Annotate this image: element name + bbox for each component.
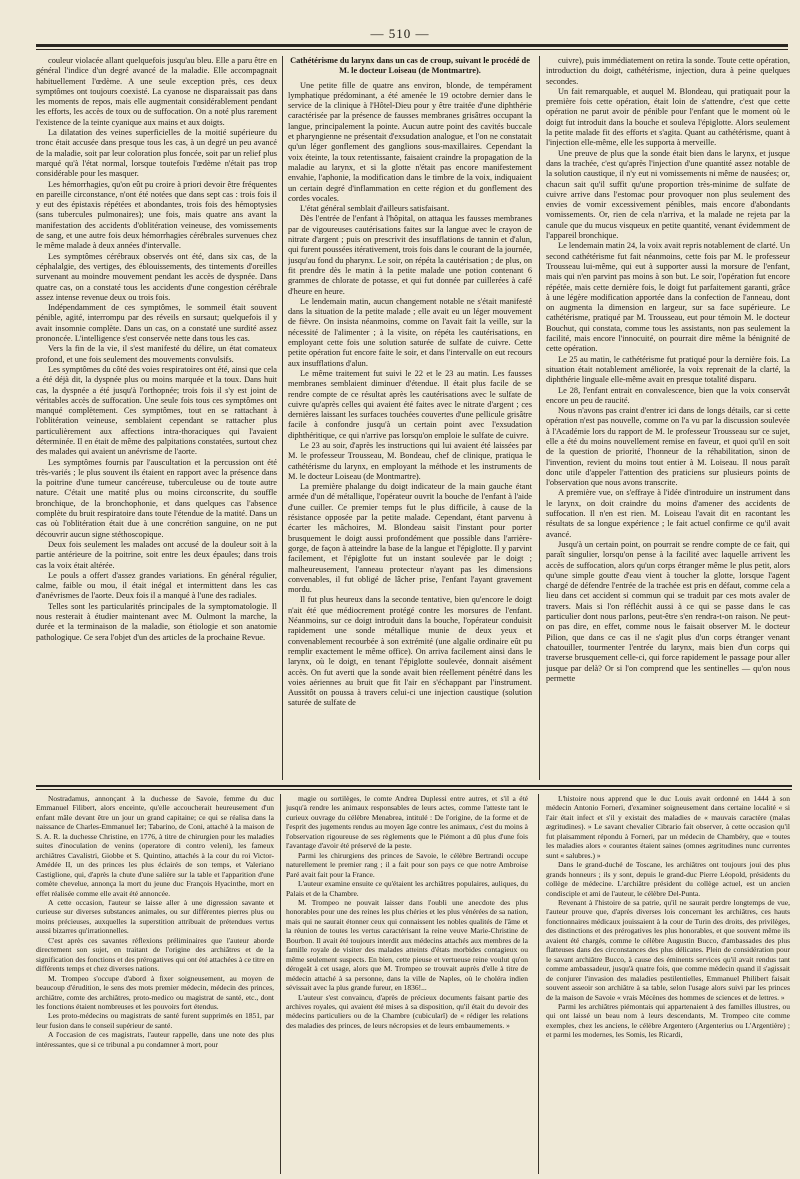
paragraph: Les hémorrhagies, qu'on eût pu croire à priori devoir être fréquentes en pareille circonstance, n'ont été notées que dans sept cas : trois fois il y eut des épistaxis répétées et abondantes, trois fois des hémoptysies (sans tubercules pulmonaires); une fois, mais quatre ans avant la manifestation des accidents d'oblitération veineuse, des vomissements de sang, et une autre fois deux hémorrhagies cérébrales survenues chez le même malade à deux années d'intervalle. bbox=[36, 179, 277, 251]
paragraph: A cette occasion, l'auteur se laisse aller à une digression savante et curieuse sur diverses substances animales, ou sur différentes pierres plus ou moins précieuses, auxquelles la superstition attribuait de prétendues vertus aussi bizarres qu'irrationnelles. bbox=[36, 897, 274, 936]
paragraph: La dilatation des veines superficielles de la moitié supérieure du tronc était accusée dans presque tous les cas, à un degré un peu avancé de la maladie, soit par leur coloration plus foncée, soit par un relief plus marqué qu'à l'état normal, lorsque toutefois l'œdème n'était pas trop considérable pour les masquer. bbox=[36, 128, 277, 179]
paragraph: Le 25 au matin, le cathétérisme fut pratiqué pour la dernière fois. La situation était notablement améliorée, la voix reprenait de la clarté, la diphthérie linguale elle-même avait en presque totalité disparu. bbox=[546, 354, 790, 385]
paragraph: Le lendemain matin 24, la voix avait repris notablement de clarté. Un second cathétérisme fut fait néanmoins, cette fois par M. le professeur Trousseau lui-même, qui eut à supporter aussi la morsure de l'enfant, mais qui n'en parvint pas moins à son but. Le soir, l'opération fut encore répétée, mais cette dernière fois, le doigt fut parfaitement garanti, grâce à une légère modification apportée dans la confection de l'anneau, dont on augmenta la dimension en largeur, sur sa face supérieure. Le cathétérisme, pratiqué par M. Trousseau, eut pour témoin M. le docteur Bouchut, qui constata, comme tous les assistants, non pas seulement la facilité, mais encore l'innocuité, on pourrait dire même la bénignité de cette opération. bbox=[546, 241, 790, 354]
paragraph: couleur violacée allant quelquefois jusqu'au bleu. Elle a paru être en général l'indice d'un degré avancé de la maladie. Elle accompagnait habituellement l'œdème. A une seule exception près, ces deux symptômes ont toujours coexisté. La cyanose ne disparaissait pas dans les moments de repos, mais elle augmentait considérablement pendant les efforts, les accès de toux ou de suffocation. On a noté plus rarement l'existence de la teinte cyanique aux mains et aux doigts. bbox=[36, 56, 277, 127]
paragraph: magie ou sortilèges, le comte Andrea Duplessi entre autres, et s'il a été jusqu'à rendre les animaux responsables de leurs actes, comme l'atteste tant le curieux ouvrage du célèbre Menabrea, intitulé : De l'origine, de la forme et de l'esprit des jugements rendus au moyen âge contre les animaux, c'est du moins à l'observation rigoureuse de ses règlements que le Piémont a dû plus d'une fois l'avantage d'avoir été préservé de la peste. bbox=[286, 794, 528, 851]
paragraph: C'est après ces savantes réflexions préliminaires que l'auteur aborde directement son sujet, en traitant de l'origine des archiâtres et de la signification des fonctions et des prérogatives qui ont été attachées à ce titre en différents temps et chez diverses nations. bbox=[36, 935, 274, 974]
paragraph: Le 28, l'enfant entrait en convalescence, bien que la voix conservât encore un peu de raucité. bbox=[546, 385, 790, 405]
paragraph: Une petite fille de quatre ans environ, blonde, de tempérament lymphatique prédominant, a été amenée le 19 octobre dernier dans le service de la clinique à l'Hôtel-Dieu pour y être traitée d'une diphthérie caractérisée par la présence de fausses membranes grisâtres occupant la langue, principalement la pointe. Aucun autre point des cavités buccale et pharyngienne ne présentait d'exsudation analogue, et l'on ne constatait qu'un léger gonflement des ganglions sous-maxillaires. Cependant la voix éteinte, la toux retentissante, faisaient craindre la propagation de la maladie au larynx, et si la glotte n'était pas encore manifestement envahie, l'aphonie, la modification dans le timbre de la voix, indiquaient un certain degré d'inflammation en cette région et du gonflement des cordes vocales. bbox=[288, 80, 532, 203]
paragraph: Deux fois seulement les malades ont accusé de la douleur soit à la partie antérieure de la poitrine, soit entre les deux épaules; dans trois cas la voix était altérée. bbox=[36, 539, 277, 570]
upper-column-1 bbox=[36, 56, 277, 780]
paragraph: M. Trompeo s'occupe d'abord à fixer soigneusement, au moyen de beaucoup d'érudition, le sens des mots premier médecin, médecin des princes, archiâtre, comte des archiâtres, proto-medico ou magistrat de santé, etc., dont les fonctions étaient nombreuses et les pouvoirs fort étendus. bbox=[36, 973, 274, 1011]
header-rule bbox=[36, 44, 788, 47]
section-divider-thin bbox=[36, 789, 792, 790]
paragraph: Dès l'entrée de l'enfant à l'hôpital, on attaqua les fausses membranes par de vigoureuses cautérisations faites sur la langue avec le crayon de nitrate d'argent ; puis on prescrivit des insufflations de tannin et d'alun, qui furent poussées itérativement, trois fois dans le courant de la journée, jusqu'au fond du pharynx. Le soir, on répéta la cautérisation ; de plus, on fit prendre dès le matin à la petite malade une potion contenant 6 grammes de chlorate de potasse, et qui fut donnée par cuillerées à café d'heure en heure. bbox=[288, 214, 532, 296]
paragraph: Les symptômes fournis par l'auscultation et la percussion ont été très-variés ; le plus souvent ils étaient en rapport avec la présence dans la poitrine d'une tumeur cancéreuse, tuberculeuse ou de toute autre nature. C'était une matité plus ou moins circonscrite, du souffle bronchique, de la bronchophonie, et dans quelques cas l'absence complète du bruit respiratoire dans toute l'étendue de la matité. Dans un cas où l'oblitération était due à une concrétion sanguine, on ne put découvrir aucun signe stéthoscopique. bbox=[36, 457, 277, 539]
paragraph: Jusqu'à un certain point, on pourrait se rendre compte de ce fait, qui paraît singulier, lorsqu'on pense à la facilité avec laquelle arrivent les accès de suffocation, alors qu'un corps étranger même le plus petit, alors qu'une simple goutte d'eau vient à toucher la glotte, lorsque l'agent chargé de défendre l'entrée de la trachée est pris en défaut, comme cela a lieu dans cet accident si commun qui se traduit par ces mots avaler de travers. Mais si l'on réfléchit aussi à ce qui se passe dans le cas particulier dont nous parlons, peut-être s'en rendra-t-on raison. Ne peut-on pas dire, en effet, comme nous le faisait observer M. le docteur Pilion, que dans ce cas il ne s'agit plus d'un corps étranger venant chatouiller, tourmenter l'entrée du larynx, mais bien d'un corps qui traverse brusquement celle-ci, qui force rapidement le passage pour aller jusque par delà? Or si l'on comprend que les sentinelles — qu'on nous permette bbox=[546, 539, 790, 683]
paragraph: Indépendamment de ces symptômes, le sommeil était souvent pénible, agité, interrompu par des réveils en sursaut; quelquefois il y avait insomnie complète. Dans un cas, on a constaté une surdité assez prononcée. L'intelligence s'est conservée nette dans tous les cas. bbox=[36, 303, 277, 344]
paragraph: L'état général semblait d'ailleurs satisfaisant. bbox=[300, 204, 450, 214]
upper-column-3 bbox=[546, 56, 790, 780]
paragraph: Le pouls a offert d'assez grandes variations. En général régulier, calme, faible ou mou, il était inégal et intermittent dans les cas d'anévrismes de l'aorte. Deux fois il a manqué à l'une des radiales. bbox=[36, 570, 277, 601]
paragraph: La première phalange du doigt indicateur de la main gauche étant armée d'un dé métallique, l'opérateur ouvrit la bouche de l'enfant à l'aide d'une cuiller. Ce premier temps fut le plus difficile, à cause de la résistance opposée par la petite malade. Cependant, étant parvenu à écarter les mâchoires, M. Blondeau saisit l'instant pour porter brusquement le doigt aussi profondément que possible dans l'arrière-gorge, de façon à atteindre la base de la langue et l'épiglotte. Il y parvint facilement, et l'épiglotte fut un instant soulevée par le doigt ; malheureusement, l'anneau protecteur n'ayant pas les dimensions convenables, il fut obligé de lâcher prise, l'enfant l'ayant gravement mordu. bbox=[288, 482, 532, 595]
paragraph: Le 23 au soir, d'après les instructions qui lui avaient été laissées par M. le professeur Trousseau, M. Bondeau, chef de clinique, pratiqua le cathétérisme du larynx, en employant la méthode et les instruments de M. le docteur Loiseau (de Montmartre). bbox=[288, 440, 532, 481]
article-heading: Cathétérisme du larynx dans un cas de croup, suivant le procédé de M. le docteur Loiseau (de Montmartre). bbox=[290, 56, 530, 76]
feuilleton-column-2 bbox=[286, 794, 528, 1174]
paragraph: Telles sont les particularités principales de la symptomatologie. Il nous resterait à étudier maintenant avec M. Oulmont la marche, la durée et la terminaison de la maladie, son étiologie et son anatomie pathologique. Ce sera l'objet d'un des articles de la prochaine Revue. bbox=[36, 601, 277, 642]
paragraph: Revenant à l'histoire de sa patrie, qu'il ne saurait perdre longtemps de vue, l'auteur prouve que, d'après diverses lois concernant les archiâtres, ces hauts fonctionnaires médicaux jouissaient à la cour de Turin des droits, des privilèges, des distinctions et des prérogatives les plus honorables, et que souvent même ils avaient été chargés, comme le célèbre Augustin Bucco, d'ambassades des plus flatteuses dans des circonstances des plus délicates. Plein de considération pour le savant archiâtre Bucco, à cause des éminents services qu'il avait rendus tant comme ambassadeur, jusqu'à quatre fois, que comme médecin quand il s'agissait de conjurer l'invasion des maladies pestilentielles, Emmanuel Philibert faisait souvent asseoir son archiâtre à sa table, selon l'usage alors suivi par les princes de la maison de Savoie « vrais Mécènes des hommes de sciences et de lettres. » bbox=[546, 897, 790, 1002]
paragraph: Le lendemain matin, aucun changement notable ne s'était manifesté dans la situation de la petite malade ; elle avait eu un léger mouvement de fièvre. On insista néanmoins, comme on l'avait fait la veille, sur la nécessité de l'alimenter ; à la visite, on répéta les cautérisations, en employant cette fois une solution saturée de sulfate de cuivre. Cette petite opération fut encore faite le soir, et dans l'intervalle on eut recours aux insufflations d'alun. bbox=[288, 296, 532, 368]
paragraph: Nous n'avons pas craint d'entrer ici dans de longs détails, car si cette opération n'est pas nouvelle, comme on l'a vu par la discussion soulevée à l'Académie lors du rapport de M. le professeur Trousseau sur ce sujet, elle a été du moins nouvellement remise en faveur, et quoi qu'il en soit de la question de priorité, l'honneur de la réhabilitation, sinon de l'invention, revient du moins tout entier à M. Loiseau. Il nous paraît donc utile d'appeler l'attention des praticiens sur plusieurs points de l'observation que nous avons transcrite. bbox=[546, 406, 790, 488]
paragraph: A l'occasion de ces magistrats, l'auteur rappelle, dans une note des plus intéressantes, que si ce tribunal a pu condamner à mort, pour bbox=[36, 1030, 274, 1049]
paragraph: A première vue, on s'effraye à l'idée d'introduire un instrument dans le larynx, on doit craindre du moins d'amener des accidents de suffocation. Il n'en est rien. M. Loiseau l'avait dit en racontant les résultats de sa longue expérience ; le fait actuel confirme ce qu'il avait avancé. bbox=[546, 488, 790, 539]
feuilleton-column-1 bbox=[36, 794, 274, 1174]
paragraph: Le même traitement fut suivi le 22 et le 23 au matin. Les fausses membranes semblaient diminuer d'étendue. Il était plus facile de se rendre compte de ce résultat après les cautérisations avec le sulfate de cuivre qu'après celles qui avaient été faites avec le nitrate d'argent ; ces dernières laissant les surfaces touchées couvertes d'une pellicule grisâtre facile à confondre jusqu'à un certain point avec l'exsudation diphthéritique, ce qui n'arrive pas lorsqu'on emploie le sulfate de cuivre. bbox=[288, 368, 532, 440]
paragraph: Une preuve de plus que la sonde était bien dans le larynx, et jusque dans la trachée, c'est qu'après l'injection d'une quantité assez notable de la solution caustique, il n'y eut ni vomissements ni même de nausées; or, chacun sait qu'il suffit qu'une proportion très-minime de sulfate de cuivre arrive dans l'estomac pour provoquer non plus seulement des envies de vomir excessivement pénibles, mais encore d'abondants vomissements. Or, rien de cela n'arriva, et la malade ne rejeta par la canule que du mucus visqueux en petite quantité, venant évidemment de l'appareil bronchique. bbox=[546, 148, 790, 241]
paragraph: Vers la fin de la vie, il s'est manifesté du délire, un état comateux profond, et une fois seulement des mouvements convulsifs. bbox=[36, 344, 277, 364]
section-divider bbox=[36, 785, 792, 787]
paragraph: L'auteur examine ensuite ce qu'étaient les archiâtres populaires, auliques, du Palais et de la Chambre. bbox=[286, 879, 528, 898]
paragraph: L'histoire nous apprend que le duc Louis avait ordonné en 1444 à son médecin Antonio Forneri, d'examiner soigneusement dans certaine localité « si l'air était infect et s'il y existait des maladies de « mauvais caractère (malas ægritudines). » Le savant chevalier Cibrario fait observer, à cette occasion qu'il fut plaisamment répondu à Forneri, par un médecin de Chambéry, que « toutes les maladies alors « courantes étaient saines (omnes ægritudines nunc currentes sunt « salubres.) » bbox=[546, 794, 790, 860]
paragraph: Les symptômes du côté des voies respiratoires ont été, ainsi que cela a été déjà dit, la dyspnée plus ou moins marquée et la toux. Dans huit cas, la dyspnée a été jusqu'à l'orthopnée; trois fois il s'y est joint de véritables accès de suffocation. Une seule fois tous ces symptômes ont manqué complètement. Ces symptômes, tout en se rattachant à l'oblitération veineuse, semblaient cependant se rattacher plus particulièrement aux affections intra-thoraciques qui l'avaient déterminée. Il en était de même des palpitations constatées, surtout chez des malades qui avaient un anévrisme de l'aorte. bbox=[36, 364, 277, 457]
paragraph: Dans le grand-duché de Toscane, les archiâtres ont toujours joui des plus grands honneurs ; ils y sont, depuis le grand-duc Pierre Léopold, présidents du collège de médecine. L'archiâtre président du collège actuel, est un ancien condisciple et ami de l'auteur, le célèbre Del-Punta. bbox=[546, 860, 790, 898]
paragraph: Nostradamus, annonçant à la duchesse de Savoie, femme du duc Emmanuel Filibert, alors enceinte, qu'elle accoucherait heureusement d'un enfant mâle devant être un jour un grand capitaine; ce qui se réalisa dans la naissance de Charles-Emmanuel Ier; Tabarino, de Coni, attaché à la maison de S. A. R. la duchesse Christine, en 1776, à titre de chirurgien pour les maladies suites d'inoculation de venins (operatore di contro veleni), les fameux archiâtres Cavalistri, Giobbe et S. Quintino, attachés à la cour du roi Victor-Amédée II, un des princes les plus éclairés de son temps, et Valeriano Castiglione, qui, d'après la chute d'une salière sur la table et l'apparition d'une comète cheveluе, annonça la mort du jeune duc François Hyacinthe, mort en effet réalisée comme elle avait été annoncée. bbox=[36, 794, 274, 898]
column-divider bbox=[280, 794, 281, 1174]
paragraph: Parmi les archiâtres piémontais qui appartenaient à des familles illustres, ou qui ont laissé un beau nom à leurs descendants, M. Trompeo cite comme exemples, chez les anciens, le célèbre Argentero (Argenterius ou L'Argentière) ; et parmi les modernes, les Somis, les Ricardi, bbox=[546, 1001, 790, 1040]
paragraph: Les symptômes cérébraux observés ont été, dans six cas, de la céphalalgie, des vertiges, des éblouissements, des tintements d'oreilles survenant au moindre mouvement pendant les accès de dyspnée. Dans quatre cas, on a constaté tous les accidents d'une congestion cérébrale assez intense revenue deux ou trois fois. bbox=[36, 251, 277, 302]
paragraph: L'auteur s'est convaincu, d'après de précieux documents faisant partie des archives royales, qui avaient été mises à sa disposition, qu'il était du devoir des médecins particuliers ou de la Chambre (cubicularî) de « rédiger les relations des maladies des princes, de leurs nécropsies et de leurs embaumements. » bbox=[286, 992, 528, 1030]
paragraph: Parmi les chirurgiens des princes de Savoie, le célèbre Bertrandi occupe naturellement le premier rang ; il a fait pour son pays ce que notre Ambroise Paré avait fait pour la France. bbox=[286, 850, 528, 879]
paragraph: Un fait remarquable, et auquel M. Blondeau, qui pratiquait pour la première fois cette opération, était loin de s'attendre, c'est que cette opération ne parut avoir de pénible pour l'enfant que le moment où le doigt fut introduit dans la bouche et souleva l'épiglotte. Alors seulement la petite malade fit des efforts et s'agita. Quant au cathétérisme, quant à l'injection elle-même, elle les supporta à merveille. bbox=[546, 86, 790, 148]
page-number: — 510 — bbox=[370, 26, 430, 41]
header-rule-thin bbox=[36, 49, 788, 50]
column-divider bbox=[538, 794, 539, 1174]
column-divider bbox=[282, 56, 283, 780]
paragraph: M. Trompeo ne pouvait laisser dans l'oubli une anecdote des plus honorables pour une des reines les plus chéries et les plus vénérées de sa nation, mais qui ne saurait étonner ceux qui connaissent les nobles qualités de l'âme et la réunion de toutes les vertus caractérisant la reine veuve Marie-Christine de Bourbon. Il avait été toujours interdit aux médecins attachés aux membres de la famille royale de visiter des malades atteints d'états morbides contagieux ou même seulement suspects. En bien, cette pieuse et vertueuse reine voulut qu'on dérogeât à cet usage, alors que M. Trompeo se trouvait auprès d'elle à titre de médecin attaché à sa personne, dans la ville de Naples, où le choléra indien sévissait avec la plus grande fureur, en 1836!... bbox=[286, 897, 528, 993]
column-divider bbox=[539, 56, 540, 780]
paragraph: Il fut plus heureux dans la seconde tentative, bien qu'encore le doigt n'ait été que médiocrement protégé contre les morsures de l'enfant. Néanmoins, sur ce doigt introduit dans la bouche, l'opérateur conduisit rapidement une sonde métallique munie de deux yeux et convenablement recourbée à son extrémité (une algalie ordinaire eût pu remplir exactement le même office). On arriva facilement ainsi dans le larynx, où le doigt, en tenant l'épiglotte soulevée, donnait aisément accès. On fut averti que la sonde avait bien réellement pénétré dans les voies aériennes au bruit que fit l'air en s'échappant par l'instrument. Aussitôt on poussa à travers celui-ci une injection caustique (solution saturée de sulfate de bbox=[288, 595, 532, 708]
feuilleton-column-3 bbox=[546, 794, 790, 1174]
paragraph: cuivre), puis immédiatement on retira la sonde. Toute cette opération, introduction du doigt, cathétérisme, injection, dura à peine quelques secondes. bbox=[546, 56, 790, 86]
upper-column-2 bbox=[288, 56, 532, 780]
paragraph: Les proto-médecins ou magistrats de santé furent supprimés en 1851, par leur fusion dans le conseil supérieur de santé. bbox=[36, 1011, 274, 1030]
